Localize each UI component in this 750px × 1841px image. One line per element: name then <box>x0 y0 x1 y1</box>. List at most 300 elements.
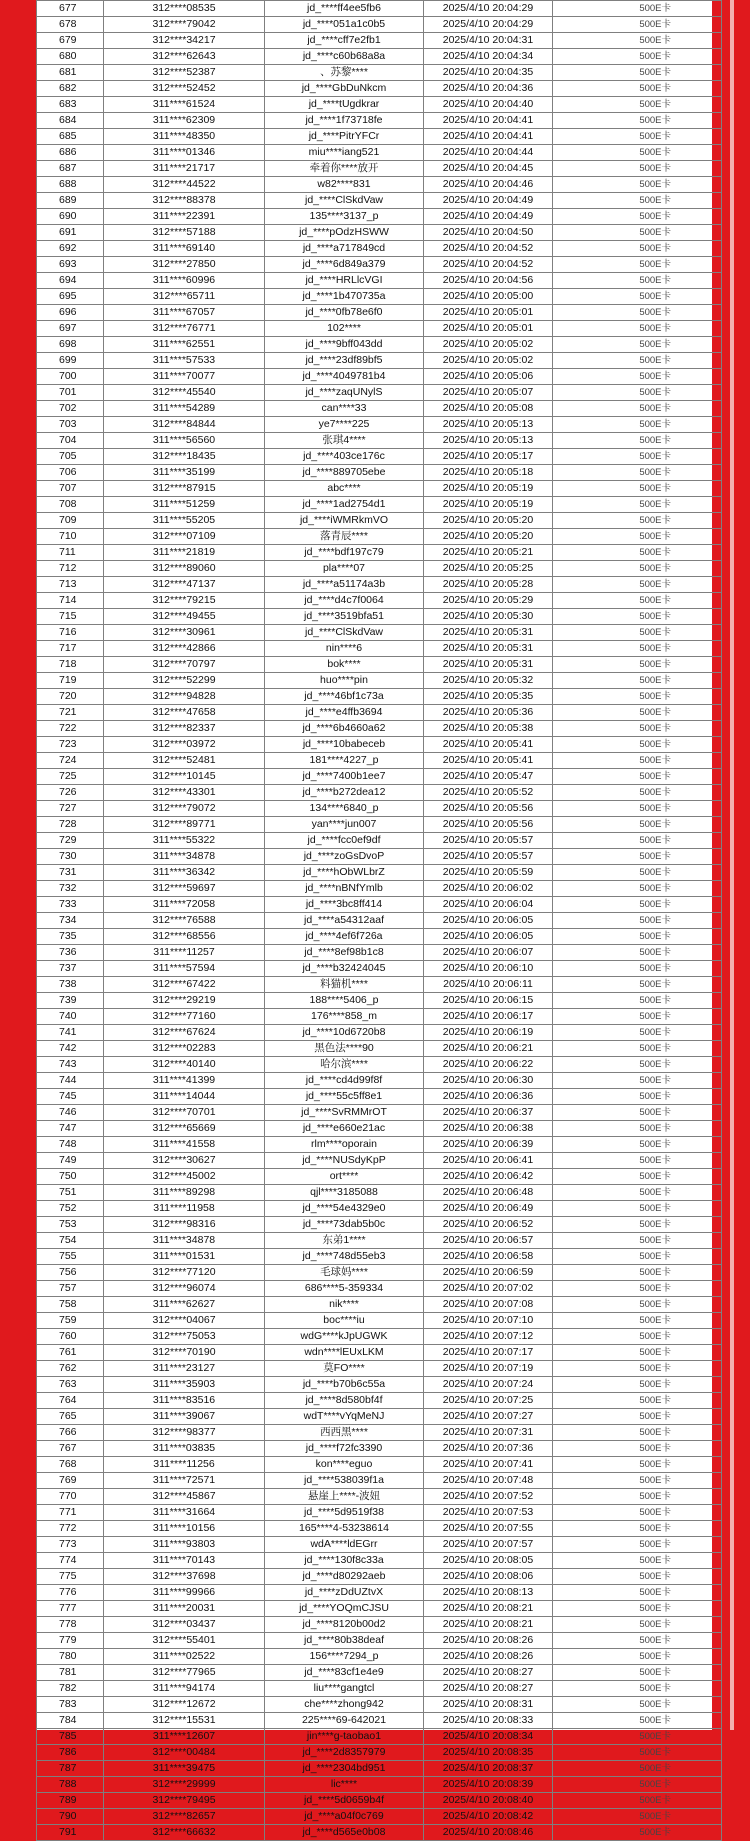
username-masked-cell: jd_****d565e0b08 <box>265 1825 424 1841</box>
table-row <box>37 321 722 337</box>
phone-masked-cell: 312****45540 <box>104 385 265 401</box>
table-row <box>37 1393 722 1409</box>
phone-masked-cell: 311****72058 <box>104 897 265 913</box>
table-row <box>37 449 722 465</box>
row-number-cell: 784 <box>37 1713 104 1729</box>
table-row <box>37 1473 722 1489</box>
phone-masked-cell: 311****34878 <box>104 849 265 865</box>
phone-masked-cell: 312****82657 <box>104 1809 265 1825</box>
phone-masked-cell: 311****62627 <box>104 1297 265 1313</box>
timestamp-cell: 2025/4/10 20:04:52 <box>424 257 553 273</box>
table-row <box>37 1617 722 1633</box>
table-row <box>37 849 722 865</box>
phone-masked-cell: 312****57188 <box>104 225 265 241</box>
table-row <box>37 1313 722 1329</box>
table-row <box>37 1185 722 1201</box>
prize-cell: 500E卡 <box>553 801 722 817</box>
table-row <box>37 337 722 353</box>
timestamp-cell: 2025/4/10 20:05:19 <box>424 481 553 497</box>
username-masked-cell: wdG****kJpUGWK <box>265 1329 424 1345</box>
row-number-cell: 761 <box>37 1345 104 1361</box>
username-masked-cell: jd_****f72fc3390 <box>265 1441 424 1457</box>
prize-cell: 500E卡 <box>553 1073 722 1089</box>
table-row <box>37 1761 722 1777</box>
table-row <box>37 737 722 753</box>
row-number-cell: 754 <box>37 1233 104 1249</box>
username-masked-cell: jd_****a717849cd <box>265 241 424 257</box>
username-masked-cell: jd_****4ef6f726a <box>265 929 424 945</box>
row-number-cell: 769 <box>37 1473 104 1489</box>
table-row <box>37 209 722 225</box>
timestamp-cell: 2025/4/10 20:05:02 <box>424 353 553 369</box>
row-number-cell: 732 <box>37 881 104 897</box>
username-masked-cell: jd_****e4ffb3694 <box>265 705 424 721</box>
prize-cell: 500E卡 <box>553 1585 722 1601</box>
username-masked-cell: jd_****4049781b4 <box>265 369 424 385</box>
row-number-cell: 680 <box>37 49 104 65</box>
table-row <box>37 657 722 673</box>
table-row <box>37 913 722 929</box>
row-number-cell: 731 <box>37 865 104 881</box>
username-masked-cell: jd_****b70b6c55a <box>265 1377 424 1393</box>
timestamp-cell: 2025/4/10 20:05:59 <box>424 865 553 881</box>
timestamp-cell: 2025/4/10 20:07:10 <box>424 1313 553 1329</box>
prize-cell: 500E卡 <box>553 1009 722 1025</box>
timestamp-cell: 2025/4/10 20:05:01 <box>424 321 553 337</box>
table-row <box>37 417 722 433</box>
row-number-cell: 779 <box>37 1633 104 1649</box>
timestamp-cell: 2025/4/10 20:05:06 <box>424 369 553 385</box>
row-number-cell: 791 <box>37 1825 104 1841</box>
row-number-cell: 702 <box>37 401 104 417</box>
prize-cell: 500E卡 <box>553 1537 722 1553</box>
phone-masked-cell: 311****02522 <box>104 1649 265 1665</box>
timestamp-cell: 2025/4/10 20:06:37 <box>424 1105 553 1121</box>
username-masked-cell: 落青辰**** <box>265 529 424 545</box>
prize-cell: 500E卡 <box>553 305 722 321</box>
row-number-cell: 778 <box>37 1617 104 1633</box>
row-number-cell: 679 <box>37 33 104 49</box>
table-row <box>37 1457 722 1473</box>
timestamp-cell: 2025/4/10 20:04:41 <box>424 129 553 145</box>
prize-cell: 500E卡 <box>553 177 722 193</box>
username-masked-cell: 黑色法****90 <box>265 1041 424 1057</box>
timestamp-cell: 2025/4/10 20:05:31 <box>424 625 553 641</box>
prize-cell: 500E卡 <box>553 433 722 449</box>
timestamp-cell: 2025/4/10 20:08:13 <box>424 1585 553 1601</box>
table-row <box>37 1089 722 1105</box>
row-number-cell: 782 <box>37 1681 104 1697</box>
prize-cell: 500E卡 <box>553 385 722 401</box>
username-masked-cell: 181****4227_p <box>265 753 424 769</box>
phone-masked-cell: 312****49455 <box>104 609 265 625</box>
prize-cell: 500E卡 <box>553 1 722 17</box>
timestamp-cell: 2025/4/10 20:05:17 <box>424 449 553 465</box>
timestamp-cell: 2025/4/10 20:05:52 <box>424 785 553 801</box>
prize-cell: 500E卡 <box>553 545 722 561</box>
prize-cell: 500E卡 <box>553 897 722 913</box>
row-number-cell: 682 <box>37 81 104 97</box>
prize-cell: 500E卡 <box>553 49 722 65</box>
prize-cell: 500E卡 <box>553 273 722 289</box>
table-row <box>37 81 722 97</box>
row-number-cell: 752 <box>37 1201 104 1217</box>
username-masked-cell: jd_****zoGsDvoP <box>265 849 424 865</box>
phone-masked-cell: 311****36342 <box>104 865 265 881</box>
prize-cell: 500E卡 <box>553 1681 722 1697</box>
phone-masked-cell: 311****93803 <box>104 1537 265 1553</box>
row-number-cell: 773 <box>37 1537 104 1553</box>
row-number-cell: 704 <box>37 433 104 449</box>
username-masked-cell: jd_****2d8357979 <box>265 1745 424 1761</box>
table-row <box>37 929 722 945</box>
row-number-cell: 744 <box>37 1073 104 1089</box>
timestamp-cell: 2025/4/10 20:05:20 <box>424 529 553 545</box>
username-masked-cell: jd_****iWMRkmVO <box>265 513 424 529</box>
row-number-cell: 734 <box>37 913 104 929</box>
phone-masked-cell: 312****98377 <box>104 1425 265 1441</box>
table-row <box>37 145 722 161</box>
username-masked-cell: 225****69-642021 <box>265 1713 424 1729</box>
prize-cell: 500E卡 <box>553 993 722 1009</box>
row-number-cell: 681 <box>37 65 104 81</box>
username-masked-cell: 188****5406_p <box>265 993 424 1009</box>
timestamp-cell: 2025/4/10 20:07:27 <box>424 1409 553 1425</box>
phone-masked-cell: 311****60996 <box>104 273 265 289</box>
prize-cell: 500E卡 <box>553 977 722 993</box>
table-row <box>37 1041 722 1057</box>
prize-cell: 500E卡 <box>553 1329 722 1345</box>
timestamp-cell: 2025/4/10 20:05:36 <box>424 705 553 721</box>
row-number-cell: 772 <box>37 1521 104 1537</box>
table-row <box>37 1601 722 1617</box>
phone-masked-cell: 311****83516 <box>104 1393 265 1409</box>
table-row <box>37 1745 722 1761</box>
row-number-cell: 753 <box>37 1217 104 1233</box>
timestamp-cell: 2025/4/10 20:08:05 <box>424 1553 553 1569</box>
phone-masked-cell: 312****02283 <box>104 1041 265 1057</box>
prize-cell: 500E卡 <box>553 1505 722 1521</box>
phone-masked-cell: 312****59697 <box>104 881 265 897</box>
row-number-cell: 760 <box>37 1329 104 1345</box>
phone-masked-cell: 311****10156 <box>104 1521 265 1537</box>
phone-masked-cell: 311****35199 <box>104 465 265 481</box>
row-number-cell: 709 <box>37 513 104 529</box>
phone-masked-cell: 312****10145 <box>104 769 265 785</box>
row-number-cell: 788 <box>37 1777 104 1793</box>
row-number-cell: 787 <box>37 1761 104 1777</box>
table-row <box>37 1009 722 1025</box>
table-row <box>37 625 722 641</box>
row-number-cell: 710 <box>37 529 104 545</box>
table-row <box>37 1201 722 1217</box>
timestamp-cell: 2025/4/10 20:07:53 <box>424 1505 553 1521</box>
prize-cell: 500E卡 <box>553 497 722 513</box>
timestamp-cell: 2025/4/10 20:04:56 <box>424 273 553 289</box>
phone-masked-cell: 312****52299 <box>104 673 265 689</box>
phone-masked-cell: 311****35903 <box>104 1377 265 1393</box>
row-number-cell: 707 <box>37 481 104 497</box>
timestamp-cell: 2025/4/10 20:05:35 <box>424 689 553 705</box>
prize-cell: 500E卡 <box>553 1377 722 1393</box>
table-row <box>37 1793 722 1809</box>
table-row <box>37 1297 722 1313</box>
table-row <box>37 977 722 993</box>
phone-masked-cell: 311****67057 <box>104 305 265 321</box>
row-number-cell: 700 <box>37 369 104 385</box>
timestamp-cell: 2025/4/10 20:08:31 <box>424 1697 553 1713</box>
phone-masked-cell: 312****47658 <box>104 705 265 721</box>
row-number-cell: 724 <box>37 753 104 769</box>
prize-cell: 500E卡 <box>553 481 722 497</box>
prize-cell: 500E卡 <box>553 1665 722 1681</box>
username-masked-cell: jd_****c60b68a8a <box>265 49 424 65</box>
table-row <box>37 1025 722 1041</box>
table-row <box>37 561 722 577</box>
username-masked-cell: jd_****7400b1ee7 <box>265 769 424 785</box>
row-number-cell: 678 <box>37 17 104 33</box>
prize-cell: 500E卡 <box>553 113 722 129</box>
timestamp-cell: 2025/4/10 20:08:35 <box>424 1745 553 1761</box>
username-masked-cell: 156****7294_p <box>265 1649 424 1665</box>
username-masked-cell: jd_****46bf1c73a <box>265 689 424 705</box>
timestamp-cell: 2025/4/10 20:08:06 <box>424 1569 553 1585</box>
table-row <box>37 241 722 257</box>
phone-masked-cell: 312****77965 <box>104 1665 265 1681</box>
phone-masked-cell: 312****89060 <box>104 561 265 577</box>
row-number-cell: 768 <box>37 1457 104 1473</box>
row-number-cell: 711 <box>37 545 104 561</box>
timestamp-cell: 2025/4/10 20:05:21 <box>424 545 553 561</box>
phone-masked-cell: 311****11958 <box>104 1201 265 1217</box>
username-masked-cell: nik**** <box>265 1297 424 1313</box>
timestamp-cell: 2025/4/10 20:08:26 <box>424 1633 553 1649</box>
phone-masked-cell: 311****56560 <box>104 433 265 449</box>
row-number-cell: 767 <box>37 1441 104 1457</box>
prize-cell: 500E卡 <box>553 1057 722 1073</box>
table-row <box>37 177 722 193</box>
timestamp-cell: 2025/4/10 20:07:08 <box>424 1297 553 1313</box>
table-row <box>37 273 722 289</box>
prize-cell: 500E卡 <box>553 849 722 865</box>
row-number-cell: 755 <box>37 1249 104 1265</box>
prize-cell: 500E卡 <box>553 97 722 113</box>
timestamp-cell: 2025/4/10 20:06:17 <box>424 1009 553 1025</box>
row-number-cell: 741 <box>37 1025 104 1041</box>
prize-cell: 500E卡 <box>553 961 722 977</box>
username-masked-cell: jd_****YOQmCJSU <box>265 1601 424 1617</box>
timestamp-cell: 2025/4/10 20:05:28 <box>424 577 553 593</box>
prize-cell: 500E卡 <box>553 1041 722 1057</box>
phone-masked-cell: 312****07109 <box>104 529 265 545</box>
table-row <box>37 609 722 625</box>
table-row <box>37 1 722 17</box>
prize-cell: 500E卡 <box>553 209 722 225</box>
prize-cell: 500E卡 <box>553 1281 722 1297</box>
table-row <box>37 161 722 177</box>
phone-masked-cell: 311****54289 <box>104 401 265 417</box>
table-row <box>37 1505 722 1521</box>
prize-cell: 500E卡 <box>553 289 722 305</box>
prize-cell: 500E卡 <box>553 1409 722 1425</box>
phone-masked-cell: 312****79042 <box>104 17 265 33</box>
timestamp-cell: 2025/4/10 20:06:11 <box>424 977 553 993</box>
row-number-cell: 701 <box>37 385 104 401</box>
row-number-cell: 742 <box>37 1041 104 1057</box>
username-masked-cell: 料猫机**** <box>265 977 424 993</box>
winner-table <box>36 0 722 1841</box>
username-masked-cell: 102**** <box>265 321 424 337</box>
prize-cell: 500E卡 <box>553 1521 722 1537</box>
row-number-cell: 783 <box>37 1697 104 1713</box>
prize-cell: 500E卡 <box>553 1457 722 1473</box>
username-masked-cell: jd_****zaqUNylS <box>265 385 424 401</box>
prize-cell: 500E卡 <box>553 1201 722 1217</box>
prize-cell: 500E卡 <box>553 1441 722 1457</box>
username-masked-cell: jd_****8d580bf4f <box>265 1393 424 1409</box>
table-row <box>37 1377 722 1393</box>
row-number-cell: 687 <box>37 161 104 177</box>
phone-masked-cell: 312****47137 <box>104 577 265 593</box>
timestamp-cell: 2025/4/10 20:06:42 <box>424 1169 553 1185</box>
phone-masked-cell: 312****03972 <box>104 737 265 753</box>
username-masked-cell: qjl****3185088 <box>265 1185 424 1201</box>
timestamp-cell: 2025/4/10 20:05:29 <box>424 593 553 609</box>
username-masked-cell: jd_****54e4329e0 <box>265 1201 424 1217</box>
username-masked-cell: 莫FO**** <box>265 1361 424 1377</box>
username-masked-cell: jd_****83cf1e4e9 <box>265 1665 424 1681</box>
prize-cell: 500E卡 <box>553 1249 722 1265</box>
username-masked-cell: jd_****bdf197c79 <box>265 545 424 561</box>
phone-masked-cell: 312****40140 <box>104 1057 265 1073</box>
table-row <box>37 753 722 769</box>
phone-masked-cell: 311****34878 <box>104 1233 265 1249</box>
phone-masked-cell: 311****70143 <box>104 1553 265 1569</box>
username-masked-cell: ye7****225 <box>265 417 424 433</box>
timestamp-cell: 2025/4/10 20:04:50 <box>424 225 553 241</box>
phone-masked-cell: 311****48350 <box>104 129 265 145</box>
username-masked-cell: w82****831 <box>265 177 424 193</box>
username-masked-cell: jd_****051a1c0b5 <box>265 17 424 33</box>
timestamp-cell: 2025/4/10 20:06:58 <box>424 1249 553 1265</box>
phone-masked-cell: 311****12607 <box>104 1729 265 1745</box>
timestamp-cell: 2025/4/10 20:05:57 <box>424 833 553 849</box>
phone-masked-cell: 311****72571 <box>104 1473 265 1489</box>
username-masked-cell: huo****pin <box>265 673 424 689</box>
username-masked-cell: jd_****b272dea12 <box>265 785 424 801</box>
phone-masked-cell: 312****76771 <box>104 321 265 337</box>
prize-cell: 500E卡 <box>553 705 722 721</box>
table-row <box>37 1345 722 1361</box>
username-masked-cell: jd_****55c5ff8e1 <box>265 1089 424 1105</box>
phone-masked-cell: 311****41558 <box>104 1137 265 1153</box>
prize-cell: 500E卡 <box>553 1169 722 1185</box>
username-masked-cell: jd_****5d9519f38 <box>265 1505 424 1521</box>
phone-masked-cell: 312****42866 <box>104 641 265 657</box>
table-row <box>37 1249 722 1265</box>
phone-masked-cell: 312****45002 <box>104 1169 265 1185</box>
prize-cell: 500E卡 <box>553 1265 722 1281</box>
timestamp-cell: 2025/4/10 20:04:40 <box>424 97 553 113</box>
prize-cell: 500E卡 <box>553 369 722 385</box>
phone-masked-cell: 311****01531 <box>104 1249 265 1265</box>
table-row <box>37 993 722 1009</box>
timestamp-cell: 2025/4/10 20:05:32 <box>424 673 553 689</box>
timestamp-cell: 2025/4/10 20:06:04 <box>424 897 553 913</box>
table-row <box>37 369 722 385</box>
phone-masked-cell: 311****11256 <box>104 1457 265 1473</box>
row-number-cell: 785 <box>37 1729 104 1745</box>
table-row <box>37 1633 722 1649</box>
table-row <box>37 881 722 897</box>
table-row <box>37 97 722 113</box>
row-number-cell: 776 <box>37 1585 104 1601</box>
phone-masked-cell: 311****01346 <box>104 145 265 161</box>
username-masked-cell: 165****4-53238614 <box>265 1521 424 1537</box>
prize-cell: 500E卡 <box>553 1025 722 1041</box>
username-masked-cell: 牵着你****放开 <box>265 161 424 177</box>
username-masked-cell: wdA****ldEGrr <box>265 1537 424 1553</box>
username-masked-cell: jd_****2304bd951 <box>265 1761 424 1777</box>
row-number-cell: 708 <box>37 497 104 513</box>
row-number-cell: 715 <box>37 609 104 625</box>
phone-masked-cell: 311****20031 <box>104 1601 265 1617</box>
prize-cell: 500E卡 <box>553 1473 722 1489</box>
row-number-cell: 723 <box>37 737 104 753</box>
prize-cell: 500E卡 <box>553 689 722 705</box>
row-number-cell: 688 <box>37 177 104 193</box>
timestamp-cell: 2025/4/10 20:06:49 <box>424 1201 553 1217</box>
username-masked-cell: jd_****0fb78e6f0 <box>265 305 424 321</box>
row-number-cell: 705 <box>37 449 104 465</box>
timestamp-cell: 2025/4/10 20:04:29 <box>424 17 553 33</box>
timestamp-cell: 2025/4/10 20:07:36 <box>424 1441 553 1457</box>
timestamp-cell: 2025/4/10 20:04:29 <box>424 1 553 17</box>
timestamp-cell: 2025/4/10 20:05:57 <box>424 849 553 865</box>
timestamp-cell: 2025/4/10 20:07:57 <box>424 1537 553 1553</box>
phone-masked-cell: 312****52452 <box>104 81 265 97</box>
prize-cell: 500E卡 <box>553 337 722 353</box>
phone-masked-cell: 312****67624 <box>104 1025 265 1041</box>
table-row <box>37 1697 722 1713</box>
timestamp-cell: 2025/4/10 20:04:45 <box>424 161 553 177</box>
username-masked-cell: jd_****zDdUZtvX <box>265 1585 424 1601</box>
phone-masked-cell: 312****65669 <box>104 1121 265 1137</box>
prize-cell: 500E卡 <box>553 1601 722 1617</box>
row-number-cell: 786 <box>37 1745 104 1761</box>
row-number-cell: 698 <box>37 337 104 353</box>
row-number-cell: 770 <box>37 1489 104 1505</box>
username-masked-cell: jd_****748d55eb3 <box>265 1249 424 1265</box>
row-number-cell: 727 <box>37 801 104 817</box>
prize-cell: 500E卡 <box>553 785 722 801</box>
prize-cell: 500E卡 <box>553 641 722 657</box>
timestamp-cell: 2025/4/10 20:07:12 <box>424 1329 553 1345</box>
prize-cell: 500E卡 <box>553 1633 722 1649</box>
timestamp-cell: 2025/4/10 20:04:49 <box>424 209 553 225</box>
winner-list-sheet <box>36 0 712 1838</box>
row-number-cell: 695 <box>37 289 104 305</box>
table-row <box>37 129 722 145</box>
row-number-cell: 762 <box>37 1361 104 1377</box>
prize-cell: 500E卡 <box>553 1121 722 1137</box>
prize-cell: 500E卡 <box>553 449 722 465</box>
username-masked-cell: jd_****a54312aaf <box>265 913 424 929</box>
table-row <box>37 497 722 513</box>
timestamp-cell: 2025/4/10 20:07:25 <box>424 1393 553 1409</box>
username-masked-cell: jd_****cd4d99f8f <box>265 1073 424 1089</box>
timestamp-cell: 2025/4/10 20:04:49 <box>424 193 553 209</box>
